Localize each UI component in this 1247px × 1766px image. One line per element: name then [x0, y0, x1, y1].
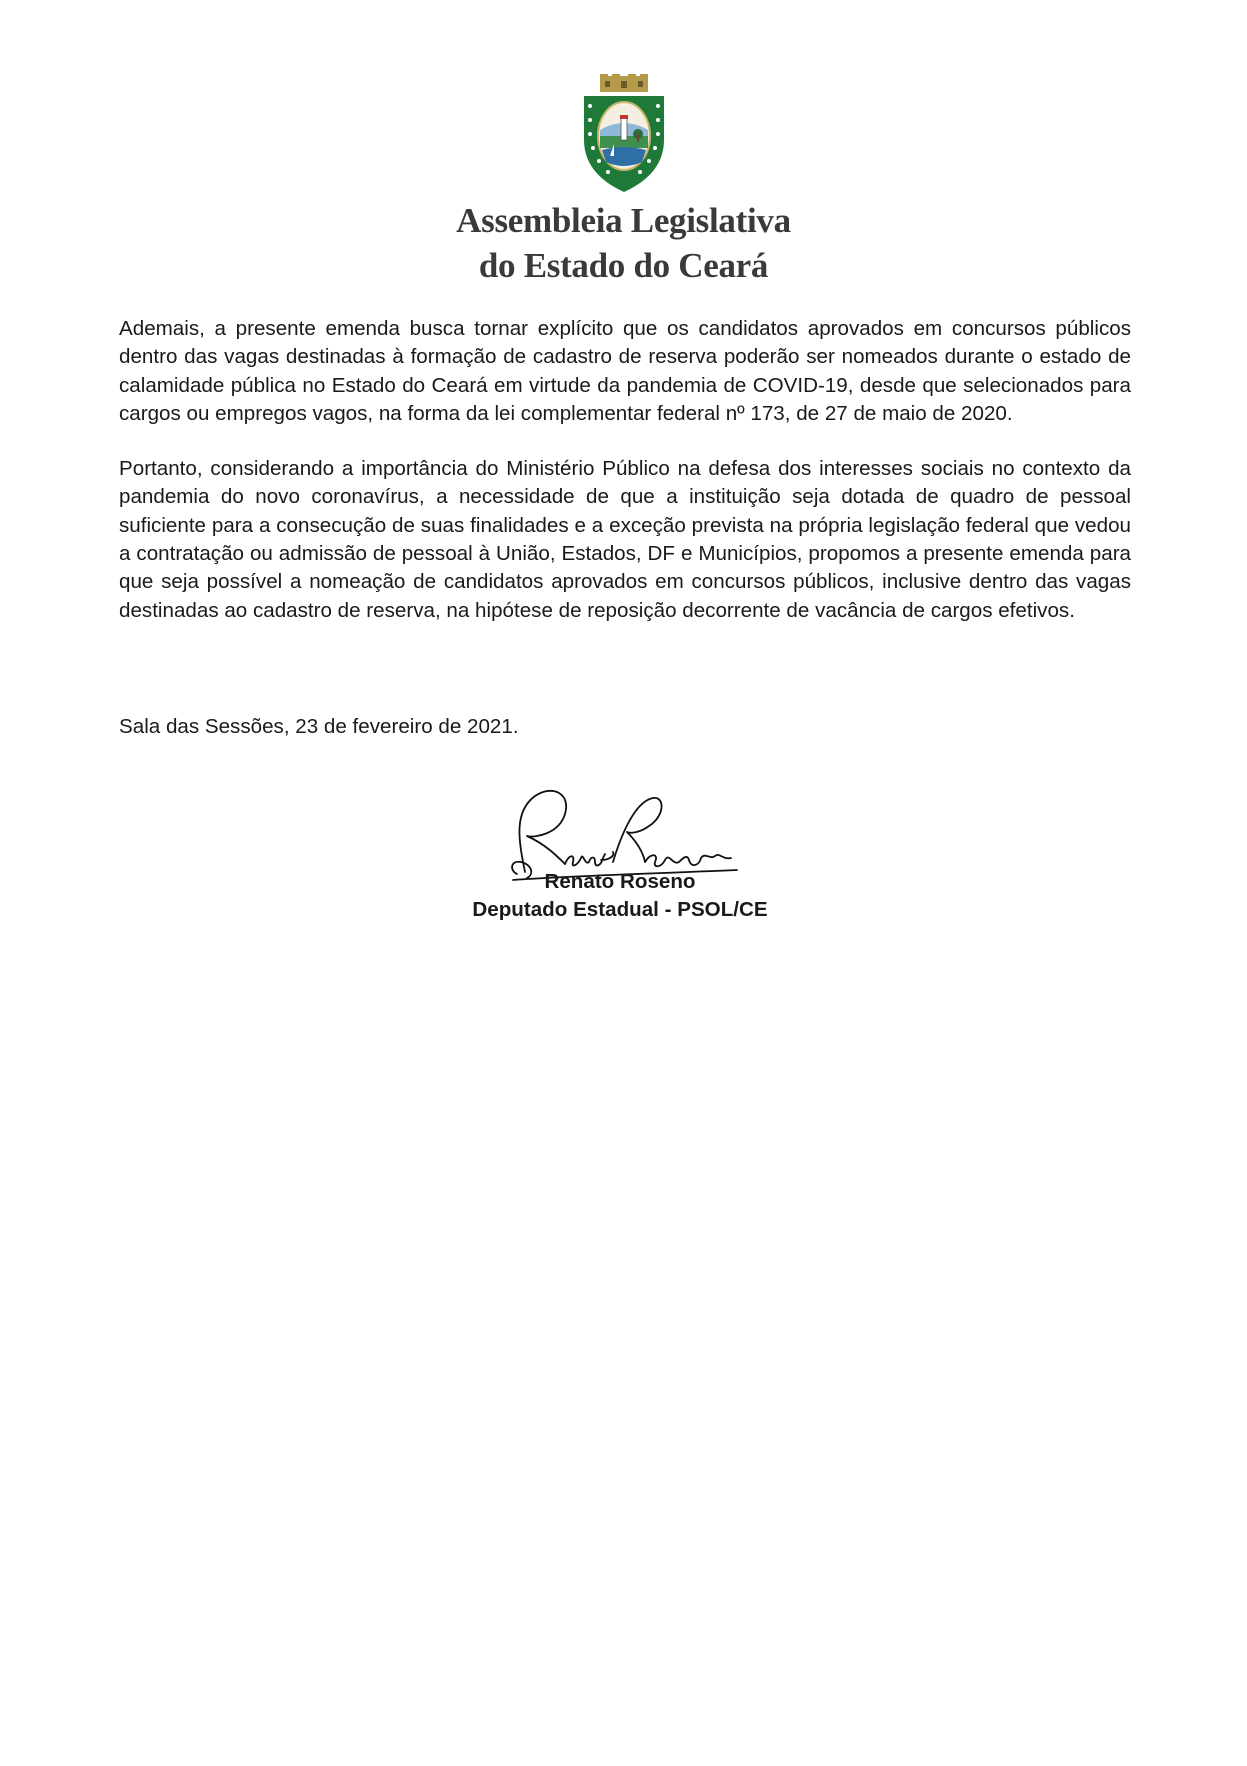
signature-block: [440, 782, 800, 932]
signer-role: Deputado Estadual - PSOL/CE: [472, 898, 768, 921]
signer-name: Renato Roseno: [544, 870, 696, 893]
institution-name-line-2: do Estado do Ceará: [478, 246, 769, 285]
institution-name-line-1: Assembleia Legislativa: [456, 201, 791, 240]
body-paragraph: Ademais, a presente emenda busca tornar explícito que os candidatos aprovados em concursos públicos dentro das vagas destinadas à formação de cadastro de reserva poderão ser nomeados durante o estado de calamidade pública no Estado do Ceará em virtude da pandemia de COVID-19, desde que selecionados para cargos ou empregos vagos, na forma da lei complementar federal nº 173, de 27 de maio de 2020.: [119, 317, 1131, 425]
letterhead: [0, 74, 1247, 284]
place-and-date: Sala das Sessões, 23 de fevereiro de 2021.: [119, 715, 519, 738]
ceara-coat-of-arms-icon: [576, 74, 672, 194]
body-paragraph: Portanto, considerando a importância do Ministério Público na defesa dos interesses sociais no contexto da pandemia do novo coronavírus, a necessidade de que a instituição seja dotada de quadro de pessoal suficiente para a consecução de suas finalidades e a exceção prevista na própria legislação federal que vedou a contratação ou admissão de pessoal à União, Estados, DF e Municípios, propomos a presente emenda para que seja possível a nomeação de candidatos aprovados em concursos públicos, inclusive dentro das vagas destinadas ao cadastro de reserva, na hipótese de reposição decorrente de vacância de cargos efetivos.: [119, 457, 1131, 622]
document-body: [119, 315, 1131, 625]
